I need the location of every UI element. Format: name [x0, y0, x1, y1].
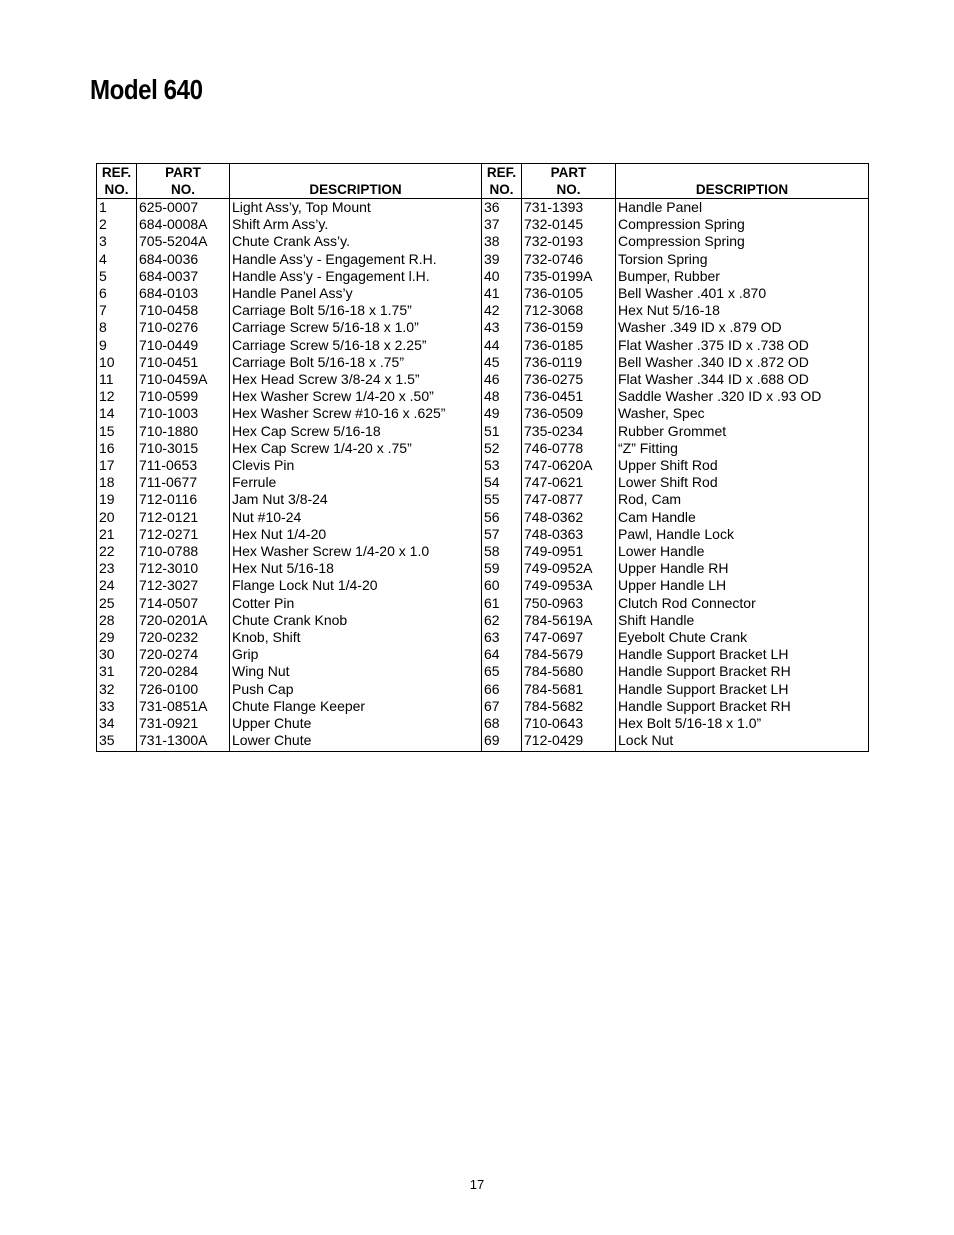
ref-no-cell: 17	[97, 457, 137, 474]
table-row	[97, 440, 869, 457]
part-no-cell: 736-0275	[522, 371, 616, 388]
part-no-cell: 712-0271	[137, 526, 230, 543]
part-no-cell: 735-0234	[522, 423, 616, 440]
page-title: Model 640	[90, 74, 203, 105]
ref-no-cell: 63	[482, 629, 522, 646]
part-no-cell: 726-0100	[137, 681, 230, 698]
description-cell: Upper Handle RH	[616, 560, 869, 577]
table-row	[97, 629, 869, 646]
ref-no-cell: 33	[97, 698, 137, 715]
description-cell: Nut #10-24	[230, 509, 482, 526]
description-cell: Hex Nut 5/16-18	[230, 560, 482, 577]
ref-no-cell: 59	[482, 560, 522, 577]
part-no-cell: 720-0232	[137, 629, 230, 646]
description-cell: Flat Washer .344 ID x .688 OD	[616, 371, 869, 388]
description-cell: Upper Handle LH	[616, 577, 869, 594]
description-cell: Flange Lock Nut 1/4-20	[230, 577, 482, 594]
description-cell: Lower Shift Rod	[616, 474, 869, 491]
ref-no-cell: 6	[97, 285, 137, 302]
part-no-cell: 712-3010	[137, 560, 230, 577]
description-cell: Hex Washer Screw 1/4-20 x 1.0	[230, 543, 482, 560]
ref-no-cell: 29	[97, 629, 137, 646]
description-cell: Washer .349 ID x .879 OD	[616, 319, 869, 336]
part-no-cell: 736-0509	[522, 405, 616, 422]
ref-no-cell: 18	[97, 474, 137, 491]
ref-no-cell: 49	[482, 405, 522, 422]
ref-no-cell: 21	[97, 526, 137, 543]
part-no-cell: 731-1300A	[137, 732, 230, 751]
ref-no-cell: 9	[97, 337, 137, 354]
ref-no-cell: 54	[482, 474, 522, 491]
ref-no-cell: 65	[482, 663, 522, 680]
description-cell: Grip	[230, 646, 482, 663]
table-row	[97, 681, 869, 698]
table-row	[97, 577, 869, 594]
part-no-cell: 784-5681	[522, 681, 616, 698]
ref-no-cell: 40	[482, 268, 522, 285]
table-row	[97, 233, 869, 250]
part-no-cell: 732-0145	[522, 216, 616, 233]
description-cell: Wing Nut	[230, 663, 482, 680]
description-cell: Bell Washer .401 x .870	[616, 285, 869, 302]
description-cell: “Z” Fitting	[616, 440, 869, 457]
part-no-cell: 710-1880	[137, 423, 230, 440]
part-no-cell: 736-0451	[522, 388, 616, 405]
part-no-cell: 749-0952A	[522, 560, 616, 577]
description-cell: Hex Cap Screw 5/16-18	[230, 423, 482, 440]
parts-table	[96, 163, 869, 752]
header-ref-no: REF. NO.	[482, 164, 522, 199]
ref-no-cell: 58	[482, 543, 522, 560]
ref-no-cell: 3	[97, 233, 137, 250]
part-no-cell: 732-0746	[522, 251, 616, 268]
ref-no-cell: 42	[482, 302, 522, 319]
part-no-cell: 720-0274	[137, 646, 230, 663]
part-no-cell: 710-3015	[137, 440, 230, 457]
description-cell: Compression Spring	[616, 233, 869, 250]
description-cell: Carriage Bolt 5/16-18 x .75”	[230, 354, 482, 371]
part-no-cell: 748-0363	[522, 526, 616, 543]
part-no-cell: 720-0284	[137, 663, 230, 680]
table-row	[97, 457, 869, 474]
part-no-cell: 784-5680	[522, 663, 616, 680]
part-no-cell: 710-0459A	[137, 371, 230, 388]
description-cell: Carriage Bolt 5/16-18 x 1.75”	[230, 302, 482, 319]
ref-no-cell: 68	[482, 715, 522, 732]
ref-no-cell: 14	[97, 405, 137, 422]
ref-no-cell: 19	[97, 491, 137, 508]
table-row	[97, 526, 869, 543]
description-cell: Upper Chute	[230, 715, 482, 732]
ref-no-cell: 25	[97, 595, 137, 612]
description-cell: Handle Panel	[616, 199, 869, 217]
description-cell: Hex Head Screw 3/8-24 x 1.5”	[230, 371, 482, 388]
ref-no-cell: 8	[97, 319, 137, 336]
part-no-cell: 712-0121	[137, 509, 230, 526]
description-cell: Washer, Spec	[616, 405, 869, 422]
description-cell: Hex Washer Screw 1/4-20 x .50”	[230, 388, 482, 405]
description-cell: Chute Crank Ass’y.	[230, 233, 482, 250]
table-row	[97, 612, 869, 629]
part-no-cell: 735-0199A	[522, 268, 616, 285]
description-cell: Clutch Rod Connector	[616, 595, 869, 612]
ref-no-cell: 7	[97, 302, 137, 319]
description-cell: Carriage Screw 5/16-18 x 1.0”	[230, 319, 482, 336]
table-row	[97, 560, 869, 577]
ref-no-cell: 45	[482, 354, 522, 371]
part-no-cell: 746-0778	[522, 440, 616, 457]
description-cell: Torsion Spring	[616, 251, 869, 268]
table-row	[97, 371, 869, 388]
part-no-cell: 748-0362	[522, 509, 616, 526]
table-row	[97, 423, 869, 440]
part-no-cell: 684-0036	[137, 251, 230, 268]
part-no-cell: 710-0276	[137, 319, 230, 336]
ref-no-cell: 39	[482, 251, 522, 268]
description-cell: Hex Bolt 5/16-18 x 1.0”	[616, 715, 869, 732]
description-cell: Push Cap	[230, 681, 482, 698]
description-cell: Handle Support Bracket RH	[616, 663, 869, 680]
table-row	[97, 251, 869, 268]
ref-no-cell: 66	[482, 681, 522, 698]
header-ref-no: REF. NO.	[97, 164, 137, 199]
header-description: DESCRIPTION	[230, 164, 482, 199]
description-cell: Ferrule	[230, 474, 482, 491]
description-cell: Rod, Cam	[616, 491, 869, 508]
ref-no-cell: 35	[97, 732, 137, 751]
ref-no-cell: 30	[97, 646, 137, 663]
ref-no-cell: 64	[482, 646, 522, 663]
part-no-cell: 749-0953A	[522, 577, 616, 594]
part-no-cell: 731-0921	[137, 715, 230, 732]
description-cell: Cam Handle	[616, 509, 869, 526]
ref-no-cell: 57	[482, 526, 522, 543]
description-cell: Hex Washer Screw #10-16 x .625”	[230, 405, 482, 422]
ref-no-cell: 56	[482, 509, 522, 526]
description-cell: Chute Crank Knob	[230, 612, 482, 629]
part-no-cell: 747-0697	[522, 629, 616, 646]
description-cell: Lower Chute	[230, 732, 482, 751]
parts-table-body	[97, 199, 869, 752]
part-no-cell: 731-0851A	[137, 698, 230, 715]
table-row	[97, 199, 869, 217]
part-no-cell: 731-1393	[522, 199, 616, 217]
description-cell: Saddle Washer .320 ID x .93 OD	[616, 388, 869, 405]
ref-no-cell: 37	[482, 216, 522, 233]
part-no-cell: 684-0037	[137, 268, 230, 285]
ref-no-cell: 48	[482, 388, 522, 405]
description-cell: Jam Nut 3/8-24	[230, 491, 482, 508]
ref-no-cell: 34	[97, 715, 137, 732]
part-no-cell: 747-0620A	[522, 457, 616, 474]
ref-no-cell: 23	[97, 560, 137, 577]
description-cell: Hex Cap Screw 1/4-20 x .75”	[230, 440, 482, 457]
table-row	[97, 405, 869, 422]
description-cell: Upper Shift Rod	[616, 457, 869, 474]
ref-no-cell: 51	[482, 423, 522, 440]
part-no-cell: 712-3068	[522, 302, 616, 319]
ref-no-cell: 4	[97, 251, 137, 268]
table-row	[97, 543, 869, 560]
description-cell: Handle Support Bracket LH	[616, 681, 869, 698]
part-no-cell: 749-0951	[522, 543, 616, 560]
description-cell: Hex Nut 5/16-18	[616, 302, 869, 319]
part-no-cell: 736-0159	[522, 319, 616, 336]
part-no-cell: 736-0105	[522, 285, 616, 302]
table-row	[97, 354, 869, 371]
ref-no-cell: 43	[482, 319, 522, 336]
part-no-cell: 710-0599	[137, 388, 230, 405]
part-no-cell: 736-0119	[522, 354, 616, 371]
ref-no-cell: 41	[482, 285, 522, 302]
ref-no-cell: 20	[97, 509, 137, 526]
part-no-cell: 712-0116	[137, 491, 230, 508]
ref-no-cell: 53	[482, 457, 522, 474]
part-no-cell: 710-0788	[137, 543, 230, 560]
ref-no-cell: 55	[482, 491, 522, 508]
header-part-no: PART NO.	[137, 164, 230, 199]
part-no-cell: 712-3027	[137, 577, 230, 594]
description-cell: Handle Panel Ass’y	[230, 285, 482, 302]
part-no-cell: 720-0201A	[137, 612, 230, 629]
table-row	[97, 646, 869, 663]
part-no-cell: 705-5204A	[137, 233, 230, 250]
part-no-cell: 732-0193	[522, 233, 616, 250]
part-no-cell: 736-0185	[522, 337, 616, 354]
table-row	[97, 732, 869, 751]
table-row	[97, 698, 869, 715]
description-cell: Shift Handle	[616, 612, 869, 629]
ref-no-cell: 46	[482, 371, 522, 388]
ref-no-cell: 44	[482, 337, 522, 354]
description-cell: Clevis Pin	[230, 457, 482, 474]
ref-no-cell: 60	[482, 577, 522, 594]
part-no-cell: 684-0008A	[137, 216, 230, 233]
part-no-cell: 784-5682	[522, 698, 616, 715]
description-cell: Lower Handle	[616, 543, 869, 560]
ref-no-cell: 28	[97, 612, 137, 629]
ref-no-cell: 15	[97, 423, 137, 440]
part-no-cell: 712-0429	[522, 732, 616, 751]
ref-no-cell: 61	[482, 595, 522, 612]
table-row	[97, 595, 869, 612]
ref-no-cell: 67	[482, 698, 522, 715]
description-cell: Cotter Pin	[230, 595, 482, 612]
part-no-cell: 710-0451	[137, 354, 230, 371]
ref-no-cell: 36	[482, 199, 522, 217]
part-no-cell: 750-0963	[522, 595, 616, 612]
part-no-cell: 710-0449	[137, 337, 230, 354]
page-number: 17	[469, 1177, 485, 1192]
header-description: DESCRIPTION	[616, 164, 869, 199]
header-part-no: PART NO.	[522, 164, 616, 199]
ref-no-cell: 10	[97, 354, 137, 371]
description-cell: Chute Flange Keeper	[230, 698, 482, 715]
description-cell: Carriage Screw 5/16-18 x 2.25”	[230, 337, 482, 354]
part-no-cell: 784-5619A	[522, 612, 616, 629]
part-no-cell: 711-0677	[137, 474, 230, 491]
ref-no-cell: 69	[482, 732, 522, 751]
part-no-cell: 711-0653	[137, 457, 230, 474]
table-row	[97, 216, 869, 233]
table-row	[97, 715, 869, 732]
description-cell: Rubber Grommet	[616, 423, 869, 440]
description-cell: Handle Support Bracket LH	[616, 646, 869, 663]
ref-no-cell: 2	[97, 216, 137, 233]
table-row	[97, 474, 869, 491]
table-row	[97, 302, 869, 319]
description-cell: Flat Washer .375 ID x .738 OD	[616, 337, 869, 354]
description-cell: Handle Ass’y - Engagement l.H.	[230, 268, 482, 285]
description-cell: Compression Spring	[616, 216, 869, 233]
part-no-cell: 625-0007	[137, 199, 230, 217]
table-row	[97, 491, 869, 508]
parts-table-header	[97, 164, 869, 199]
table-row	[97, 319, 869, 336]
description-cell: Bell Washer .340 ID x .872 OD	[616, 354, 869, 371]
description-cell: Light Ass’y, Top Mount	[230, 199, 482, 217]
ref-no-cell: 38	[482, 233, 522, 250]
description-cell: Hex Nut 1/4-20	[230, 526, 482, 543]
part-no-cell: 747-0877	[522, 491, 616, 508]
ref-no-cell: 1	[97, 199, 137, 217]
ref-no-cell: 12	[97, 388, 137, 405]
description-cell: Bumper, Rubber	[616, 268, 869, 285]
part-no-cell: 784-5679	[522, 646, 616, 663]
table-row	[97, 663, 869, 680]
ref-no-cell: 5	[97, 268, 137, 285]
table-row	[97, 285, 869, 302]
table-row	[97, 268, 869, 285]
ref-no-cell: 32	[97, 681, 137, 698]
ref-no-cell: 16	[97, 440, 137, 457]
ref-no-cell: 24	[97, 577, 137, 594]
part-no-cell: 714-0507	[137, 595, 230, 612]
part-no-cell: 684-0103	[137, 285, 230, 302]
description-cell: Shift Arm Ass’y.	[230, 216, 482, 233]
description-cell: Handle Ass’y - Engagement R.H.	[230, 251, 482, 268]
description-cell: Pawl, Handle Lock	[616, 526, 869, 543]
part-no-cell: 710-0458	[137, 302, 230, 319]
ref-no-cell: 22	[97, 543, 137, 560]
table-row	[97, 388, 869, 405]
table-row	[97, 337, 869, 354]
description-cell: Lock Nut	[616, 732, 869, 751]
description-cell: Eyebolt Chute Crank	[616, 629, 869, 646]
ref-no-cell: 11	[97, 371, 137, 388]
table-row	[97, 509, 869, 526]
description-cell: Knob, Shift	[230, 629, 482, 646]
ref-no-cell: 52	[482, 440, 522, 457]
part-no-cell: 710-1003	[137, 405, 230, 422]
part-no-cell: 747-0621	[522, 474, 616, 491]
description-cell: Handle Support Bracket RH	[616, 698, 869, 715]
part-no-cell: 710-0643	[522, 715, 616, 732]
ref-no-cell: 62	[482, 612, 522, 629]
ref-no-cell: 31	[97, 663, 137, 680]
